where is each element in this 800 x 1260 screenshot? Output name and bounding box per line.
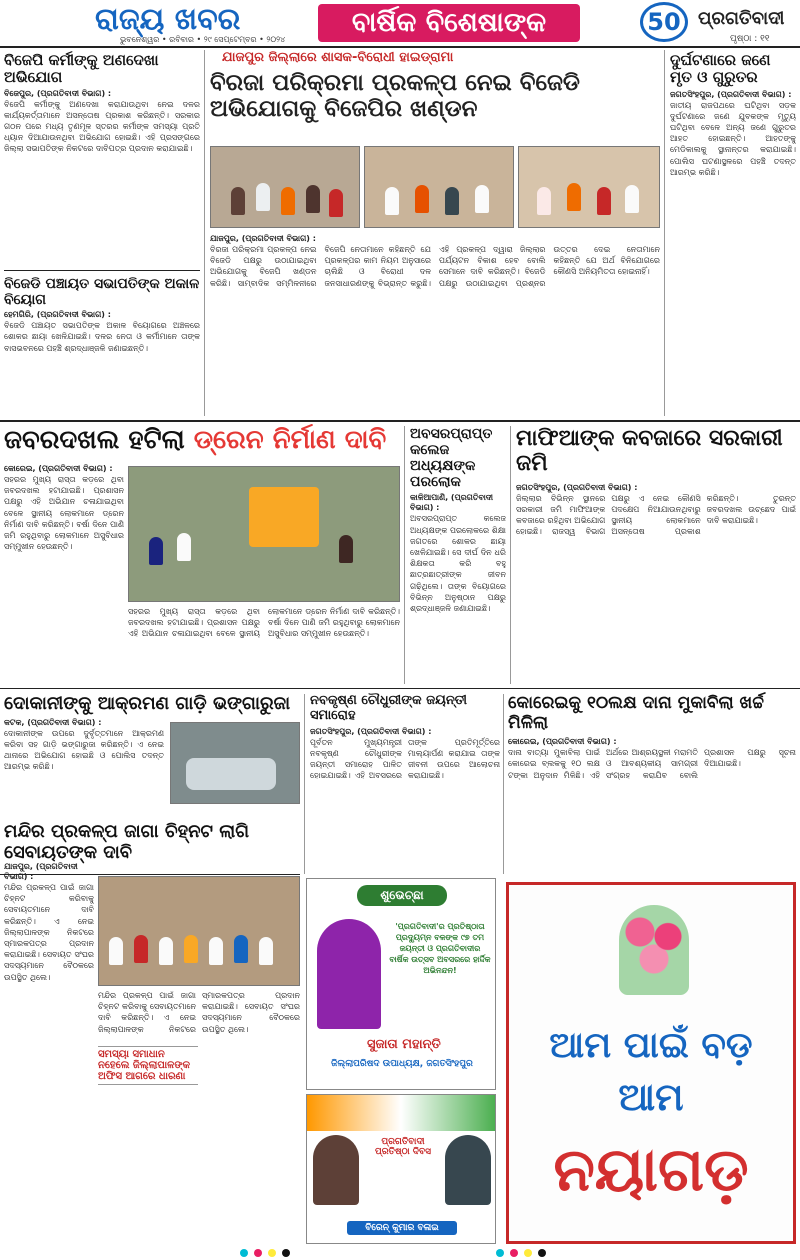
day-name: ବିରେନ୍ କୁମାର ବଳାଇ [347, 1221, 457, 1235]
greeting-title: ଶୁଭେଚ୍ଛା [357, 885, 447, 906]
photo-press-meet-3 [518, 146, 660, 228]
headline-biraja: ବିରଜା ପରିକ୍ରମା ପ୍ରକଳ୍ପ ନେଇ ବିଜେଡି ଅଭିଯୋଗକୁ ବିଜେପିର ଖଣ୍ଡନ [210, 70, 580, 123]
black-swatch [538, 1249, 546, 1257]
divider [4, 270, 200, 271]
headline: ଅବସରପ୍ରାପ୍ତ କଲେଜ ଅଧ୍ୟକ୍ଷଙ୍କ ପରଲୋକ [410, 426, 493, 491]
ad-strip [307, 1095, 495, 1131]
photo-press-meet-1 [210, 146, 360, 228]
article-body: ବିଜେଡି ପଞ୍ଚାୟତ ସଭାପତିଙ୍କ ଅକାଳ ବିୟୋଗରେ ଅଞ୍ଚଳରେ ଶୋକର ଛାୟା ଖେଳିଯାଇଛି। ଦଳର ନେତା ଓ କର୍ମୀମାନେ ତାଙ୍କ ବାସଭବନରେ ପହଞ୍ଚି ଶ୍ରଦ୍ଧାଞ୍ଜଳି ଜଣାଇଛନ୍ତି। [4, 321, 200, 353]
newspaper-brand: ପ୍ରଗତିବାଦୀ [698, 8, 785, 29]
article-biraja [210, 234, 660, 420]
magenta-swatch [510, 1249, 518, 1257]
section-divider [0, 420, 800, 422]
yellow-swatch [268, 1249, 276, 1257]
column-rule [503, 694, 504, 874]
nayagarh-line2: ଆମ [618, 1075, 684, 1119]
dateline: ବିଜେପୁର, (ପ୍ରଗତିବାଦୀ ବିଭାଗ) : [4, 88, 112, 98]
fifty-years-logo: 50 [640, 2, 688, 42]
headline-temple: ମନ୍ଦିର ପ୍ରକଳ୍ପ ଜାଗା ଚିହ୍ନଟ ଲାଗି ସେବାୟତଙ୍କ ଦାବି [4, 821, 250, 863]
dateline: ହେମଗିରି, (ପ୍ରଗତିବାଦୀ ବିଭାଗ) : [4, 310, 111, 320]
kicker-jajpur: ଯାଜପୁର ଜିଲ୍ଲାରେ ଶାସକ-ବିରୋଧୀ ହାଇଡ୍ରାମା [222, 50, 454, 65]
article-body: ଅବସରପ୍ରାପ୍ତ କଲେଜ ଅଧ୍ୟକ୍ଷଙ୍କ ପରଲୋକରେ ଶିକ୍ଷା ଜଗତରେ ଶୋକର ଛାୟା ଖେଳିଯାଇଛି। ସେ ଦୀର୍ଘ ଦିନ ଧରି ଶିକ୍ଷକତା କରି ବହୁ ଛାତ୍ରଛାତ୍ରୀଙ୍କ ଜୀବନ ଗଢ଼ିଥିଲେ। ତାଙ୍କ ବିୟୋଗରେ ବିଭିନ୍ନ ଅନୁଷ୍ଠାନ ପକ୍ଷରୁ ଶ୍ରଦ୍ଧାଞ୍ଜଳି ଜଣାଯାଇଛି। [410, 514, 506, 613]
article-body: ଜିଲ୍ଲାର ବିଭିନ୍ନ ସ୍ଥାନରେ ସରକାରୀ ଜମି ମାଫିଆଙ୍କ କବଜାରେ ରହିଥିବା ଅଭିଯୋଗ ହୋଇଛି। ରାଜସ୍ୱ ବିଭାଗ ପକ୍ଷରୁ ଏ ନେଇ କୌଣସି ପଦକ୍ଷେପ ନିଆଯାଉନଥିବାରୁ ସ୍ଥାନୀୟ ଲୋକମାନେ ଅସନ୍ତୋଷ ପ୍ରକାଶ କରିଛନ୍ତି। ତୁରନ୍ତ ଜବରଦଖଲ ଉଚ୍ଛେଦ ପାଇଁ ଦାବି କରାଯାଇଛି। [516, 493, 796, 537]
dateline: କୋରେଇ, (ପ୍ରଗତିବାଦୀ ବିଭାଗ) : [508, 737, 617, 747]
ad-foundation-day [306, 1094, 496, 1244]
header-divider [0, 46, 800, 48]
article-accident [670, 52, 796, 390]
yellow-swatch [524, 1249, 532, 1257]
headline: ବିଜେଡି ପଞ୍ଚାୟତ ସଭାପତିଙ୍କ ଅକାଳ ବିୟୋଗ [4, 276, 200, 309]
headline: ଦୋକାନୀଙ୍କୁ ଆକ୍ରମଣ ଗାଡ଼ି ଭଙ୍ଗାରୁଜା [4, 693, 291, 714]
ad-greeting [306, 878, 496, 1090]
column-rule [510, 426, 511, 684]
section-divider [0, 688, 800, 689]
color-registration-bar [0, 1246, 800, 1260]
section-title: ରାଜ୍ୟ ଖବର [95, 2, 241, 37]
special-issue-banner: ବାର୍ଷିକ ବିଶେଷାଙ୍କ [318, 4, 580, 42]
greeting-name: ସୁଜାତା ମହାନ୍ତି [367, 1037, 441, 1052]
article-body: ଦାନା ବାତ୍ୟା ମୁକାବିଲା ପାଇଁ କୋରେଇ ବ୍ଲକକୁ ୧୦ ଲକ୍ଷ ଟଙ୍କା ଅନୁଦାନ ମିଳିଛି। ଏହି ଅର୍ଥରେ ଆଶ୍ରୟସ୍ଥଳୀ ମରାମତି ଓ ଆବଶ୍ୟକୀୟ ସାମଗ୍ରୀ ସଂଗ୍ରହ କରାଯିବ ବୋଲି ପ୍ରଶାସନ ପକ୍ଷରୁ ସୂଚନା ଦିଆଯାଇଛି। [508, 748, 796, 780]
headline: ବିଜେପି କର୍ମୀଙ୍କୁ ଅଣଦେଖା ଅଭିଯୋଗ [4, 51, 159, 87]
nayagarh-big: ନୟାଗଡ଼ [553, 1135, 749, 1205]
dateline: ଯାଜପୁର, (ପ୍ରଗତିବାଦୀ ବିଭାଗ) : [210, 234, 316, 243]
dateline: କୋରେଇ, (ପ୍ରଗତିବାଦୀ ବିଭାଗ) : [4, 464, 113, 473]
article-temple [4, 862, 94, 1252]
article-drain [4, 426, 400, 456]
article-bjd-panchayat [4, 276, 200, 430]
dateline: ଯାଜପୁର, (ପ୍ରଗତିବାଦୀ ବିଭାଗ) : [4, 862, 78, 881]
column-rule [304, 694, 305, 874]
article-nabakrushna [310, 694, 500, 877]
headline: କୋରେଇକୁ ୧୦ଲକ୍ଷ ଦାନା ମୁକାବିଲା ଖର୍ଚ୍ଚ ମିଳିଲା [508, 693, 764, 733]
column-rule [204, 50, 205, 416]
article-body: ଦୋକାନୀଙ୍କ ଉପରେ ଦୁର୍ବୃତ୍ତମାନେ ଆକ୍ରମଣ କରିବା ସହ ଗାଡ଼ି ଭଙ୍ଗାରୁଜା କରିଛନ୍ତି। ଏ ନେଇ ଥାନାରେ ଅଭିଯୋଗ ହୋଇଛି ଓ ପୋଲିସ ତଦନ୍ତ ଆରମ୍ଭ କରିଛି। [4, 728, 164, 772]
article-temple-cont: ମନ୍ଦିର ପ୍ରକଳ୍ପ ପାଇଁ ଜାଗା ଚିହ୍ନଟ କରିବାକୁ ସେବାୟତମାନେ ଦାବି କରିଛନ୍ତି। ଏ ନେଇ ଜିଲ୍ଲାପାଳଙ୍କ ନିକଟରେ ସ୍ମାରକପତ୍ର ପ୍ରଦାନ କରାଯାଇଛି। ସେବାୟତ ସଂଘର ସଦସ୍ୟମାନେ ବୈଠକରେ ଉପସ୍ଥିତ ଥିଲେ। [98, 991, 300, 1034]
article-body: ପୂର୍ବତନ ମୁଖ୍ୟମନ୍ତ୍ରୀ ନବକୃଷ୍ଣ ଚୌଧୁରୀଙ୍କ ଜୟନ୍ତୀ ସମାରୋହ ପାଳିତ ହୋଇଯାଇଛି। ଏହି ଅବସରରେ ତାଙ୍କ ପ୍ରତିମୂର୍ତ୍ତିରେ ମାଲ୍ୟାର୍ପଣ କରାଯାଇ ତାଙ୍କ ଜୀବନୀ ଉପରେ ଆଲୋଚନା କରାଯାଇଛି। [310, 737, 500, 781]
headline: ମାଫିଆଙ୍କ କବଜାରେ ସରକାରୀ ଜମି [516, 426, 783, 477]
section-header [0, 0, 300, 44]
magenta-swatch [254, 1249, 262, 1257]
dateline: ଜଗତସିଂହପୁର, (ପ୍ରଗତିବାଦୀ ବିଭାଗ) : [516, 482, 638, 492]
cyan-swatch [496, 1249, 504, 1257]
headline: ନବକୃଷ୍ଣ ଚୌଧୁରୀଙ୍କ ଜୟନ୍ତୀ ସମାରୋହ [310, 693, 467, 723]
greeting-text: 'ପ୍ରଗତିବାଦୀ'ର ପ୍ରତିଷ୍ଠାତା ପ୍ରଦ୍ୟୁମ୍ନ ବଳଙ୍କ ୯୭ ତମ ଜୟନ୍ତୀ ଓ ପ୍ରଗତିବାଦୀର ବାର୍ଷିକ ଉତ୍ସବ ଅବସରରେ ହାର୍ଦ୍ଦିକ ଅଭିନନ୍ଦନ! [389, 922, 491, 975]
portrait-photo [317, 919, 381, 1029]
article-body: ବିଜେପି କର୍ମୀଙ୍କୁ ଅଣଦେଖା କରାଯାଉଥିବା ନେଇ ଦଳର କାର୍ଯ୍ୟକର୍ତ୍ତାମାନେ ଅସନ୍ତୋଷ ପ୍ରକାଶ କରିଛନ୍ତି। ସରକାର ଗଠନ ପରେ ମଧ୍ୟ ତୃଣମୂଳ ସ୍ତରର କର୍ମୀଙ୍କ ସମସ୍ୟା ପ୍ରତି ଧ୍ୟାନ ଦିଆଯାଉନଥିବା ଅଭିଯୋଗ ହୋଇଛି। ଏହି ପ୍ରସଙ୍ଗରେ ଜିଲ୍ଲା ସଭାପତିଙ୍କ ନିକଟରେ ଦାବିପତ୍ର ପ୍ରଦାନ କରାଯାଇଛି। [4, 99, 200, 154]
article-drain-text [4, 464, 124, 670]
photo-sevayat-meeting [98, 876, 300, 986]
article-body: ସହରର ମୁଖ୍ୟ ରାସ୍ତା କଡ଼ରେ ଥିବା ଜବରଦଖଲ ହଟାଯାଇଛି। ପ୍ରଶାସନ ପକ୍ଷରୁ ଏହି ଅଭିଯାନ ଚଳାଯାଇଥିବା ବେଳେ ସ୍ଥାନୀୟ ଲୋକମାନେ ଡ୍ରେନ ନିର୍ମାଣ ଦାବି କରିଛନ୍ତି। ବର୍ଷା ଦିନେ ପାଣି ଜମି ରହୁଥିବାରୁ ଲୋକମାନେ ଅସୁବିଧାର ସମ୍ମୁଖୀନ ହେଉଛନ୍ତି। [4, 475, 124, 552]
headline-red: ଡ୍ରେନ ନିର୍ମାଣ ଦାବି [193, 425, 387, 455]
column-rule [664, 50, 665, 416]
article-body: ବିରଜା ପରିକ୍ରମା ପ୍ରକଳ୍ପ ନେଇ ବିଜେଡି ପକ୍ଷରୁ ଉଠାଯାଇଥିବା ଅଭିଯୋଗକୁ ବିଜେପି ଖଣ୍ଡନ କରିଛି। ସାମ୍ବାଦିକ ସମ୍ମିଳନୀରେ ବିଜେପି ନେତାମାନେ କହିଛନ୍ତି ଯେ ପ୍ରକଳ୍ପର କାମ ନିୟମ ଅନୁସାରେ ଚାଲିଛି ଓ ବିରୋଧୀ ଦଳ ଜନସାଧାରଣଙ୍କୁ ବିଭ୍ରାନ୍ତ କରୁଛି। ଏହି ପ୍ରକଳ୍ପ ଦ୍ୱାରା ଜିଲ୍ଲାର ପର୍ଯ୍ୟଟନ ବିକାଶ ହେବ ବୋଲି ସେମାନେ ଦାବି କରିଛନ୍ତି। ବିଜେଡି ପକ୍ଷରୁ ଉଠାଯାଇଥିବା ପ୍ରଶ୍ନର ଉତ୍ତର ଦେଇ ନେତାମାନେ କହିଛନ୍ତି ଯେ ଅର୍ଥ ବିନିଯୋଗରେ କୌଣସି ଅନିୟମିତତା ହୋଇନାହିଁ। [210, 245, 660, 288]
dateline: କଟକ, (ପ୍ରଗତିବାଦୀ ବିଭାଗ) : [4, 717, 102, 727]
article-bjp-worker [4, 52, 200, 299]
day-title: ପ୍ରଗତିବାଦୀ ପ୍ରତିଷ୍ଠା ଦିବସ [375, 1137, 431, 1157]
dateline: ଜଗତସିଂହପୁର, (ପ୍ରଗତିବାଦୀ ବିଭାଗ) : [670, 89, 792, 99]
article-body: ମନ୍ଦିର ପ୍ରକଳ୍ପ ପାଇଁ ଜାଗା ଚିହ୍ନଟ କରିବାକୁ ସେବାୟତମାନେ ଦାବି କରିଛନ୍ତି। ଏ ନେଇ ଜିଲ୍ଲାପାଳଙ୍କ ନିକଟରେ ସ୍ମାରକପତ୍ର ପ୍ରଦାନ କରାଯାଇଛି। ସେବାୟତ ସଂଘର ସଦସ୍ୟମାନେ ବୈଠକରେ ଉପସ୍ଥିତ ଥିଲେ। [4, 883, 94, 982]
article-mafia [516, 426, 796, 693]
page-number: ପୃଷ୍ଠା : ୧୧ [730, 34, 770, 44]
article-body: ଜାତୀୟ ରାଜପଥରେ ଘଟିଥିବା ସଡ଼କ ଦୁର୍ଘଟଣାରେ ଜଣେ ଯୁବକଙ୍କ ମୃତ୍ୟୁ ଘଟିଥିବା ବେଳେ ଅନ୍ୟ ଜଣେ ଗୁରୁତର ଆହତ ହୋଇଛନ୍ତି। ଆହତଙ୍କୁ ମେଡିକାଲକୁ ସ୍ଥାନାନ୍ତର କରାଯାଇଛି। ପୋଲିସ ଘଟଣାସ୍ଥଳରେ ପହଞ୍ଚି ତଦନ୍ତ ଆରମ୍ଭ କରିଛି। [670, 100, 796, 177]
photo-press-meet-2 [364, 146, 514, 228]
dateline: ଜଗତସିଂହପୁର, (ପ୍ରଗତିବାଦୀ ବିଭାଗ) : [310, 726, 432, 736]
black-swatch [282, 1249, 290, 1257]
headline: ଦୁର୍ଘଟଣାରେ ଜଣେ ମୃତ ଓ ଗୁରୁତର [670, 51, 771, 87]
photo-damaged-car [170, 722, 300, 804]
article-principal [410, 426, 506, 713]
flower-bouquet-icon [619, 905, 689, 995]
cyan-swatch [240, 1249, 248, 1257]
portrait-right [445, 1135, 491, 1205]
headline: ଜବରଦଖଲ ହଟିଲା [4, 425, 185, 455]
nayagarh-line1: ଆମ ପାଇଁ ବଡ଼ [549, 1025, 753, 1066]
article-drain-cont: ସହରର ମୁଖ୍ୟ ରାସ୍ତା କଡ଼ରେ ଥିବା ଜବରଦଖଲ ହଟାଯାଇଛି। ପ୍ରଶାସନ ପକ୍ଷରୁ ଏହି ଅଭିଯାନ ଚଳାଯାଇଥିବା ବେଳେ ସ୍ଥାନୀୟ ଲୋକମାନେ ଡ୍ରେନ ନିର୍ମାଣ ଦାବି କରିଛନ୍ତି। ବର୍ଷା ଦିନେ ପାଣି ଜମି ରହୁଥିବାରୁ ଲୋକମାନେ ଅସୁବିଧାର ସମ୍ମୁଖୀନ ହେଉଛନ୍ତି। [128, 607, 400, 639]
kicker-text: ସମସ୍ୟା ସମାଧାନ ନହେଲେ ଜିଲ୍ଲାପାଳଙ୍କ ଅଫିସ ଆଗରେ ଧାରଣା [98, 1049, 191, 1082]
page-dateline: ଭୁବନେଶ୍ୱର • ରବିବାର • ୨୯ ସେପ୍ଟେମ୍ବର • ୨୦୨୪ [120, 35, 286, 44]
photo-demolition [128, 466, 400, 602]
portrait-left [313, 1135, 359, 1205]
dateline: କାଳିଆପାଣି, (ପ୍ରଗତିବାଦୀ ବିଭାଗ) : [410, 493, 494, 513]
article-koraei [508, 694, 796, 883]
ad-nayagarh [506, 882, 796, 1244]
column-rule [404, 426, 405, 684]
greeting-role: ଜିଲ୍ଲାପରିଷଦ ଉପାଧ୍ୟକ୍ଷ, ଜଗତସିଂହପୁର [331, 1059, 473, 1069]
